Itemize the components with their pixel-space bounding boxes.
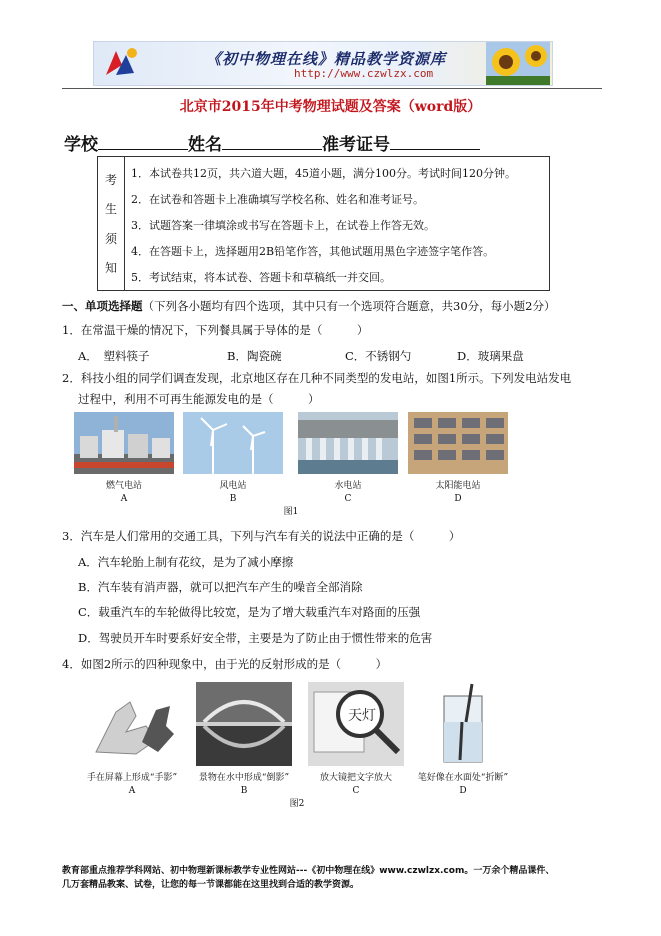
q3-option-a[interactable]: A．汽车轮胎上制有花纹，是为了减小摩擦 (78, 555, 294, 569)
footer-line-1: 教育部重点推荐学科网站、初中物理新课标教学专业性网站---《初中物理在线》www.czwlzx.com。一万余个精品课件、 (62, 866, 555, 876)
wind-power-station-image (183, 412, 283, 474)
exam-notice-box (97, 156, 550, 291)
q1-option-d[interactable]: D．玻璃果盘 (457, 349, 524, 363)
document-title: 北京市2015年中考物理试题及答案（word版） (179, 99, 482, 115)
figure-1-letter-d: D (454, 494, 462, 504)
notice-item: 2．在试卷和答题卡上准确填写学校名称、姓名和准考证号。 (131, 193, 424, 206)
school-label: 学校 (64, 135, 98, 155)
q3-option-d[interactable]: D．驾驶员开车时要系好安全带，主要是为了防止由于惯性带来的危害 (78, 631, 433, 645)
gas-power-station-image (74, 412, 174, 474)
question-4-stem: 4．如图2所示的四种现象中，由于光的反射形成的是（ ） (62, 657, 388, 671)
figure-2-light-phenomena (86, 682, 509, 809)
question-2-stem-line2: 过程中，利用不可再生能源发电的是（ ） (78, 392, 320, 406)
solar-power-station-image (408, 412, 508, 474)
notice-item: 1．本试卷共12页，共六道大题，45道小题，满分100分。考试时间120分钟。 (131, 167, 516, 180)
notice-label: 考 生 须 知 (98, 157, 125, 290)
figure-2-label: 图2 (289, 799, 305, 809)
question-3-stem: 3．汽车是人们常用的交通工具，下列与汽车有关的说法中正确的是（ ） (62, 529, 461, 543)
figure-2-caption-a: 手在屏幕上形成“手影” (86, 773, 178, 783)
figure-1-caption-c: 水电站 (334, 481, 362, 491)
figure-2-letter-d: D (459, 786, 467, 796)
footer-line-2: 几万套精品教案、试卷，让您的每一节课都能在这里找到合适的教学资源。 (62, 880, 360, 890)
pencil-in-water-image (420, 682, 506, 766)
q1-option-c[interactable]: C．不锈钢勺 (345, 349, 412, 363)
header-divider (62, 88, 602, 89)
name-blank[interactable] (222, 133, 322, 150)
magnifier-lens-text: 天灯 (348, 708, 376, 724)
figure-1-label: 图1 (283, 507, 299, 517)
q3-option-b[interactable]: B．汽车装有消声器，就可以把汽车产生的噪音全部消除 (78, 580, 363, 594)
hydro-power-station-image (298, 412, 398, 474)
figure-1-letter-c: C (344, 494, 352, 504)
figure-2-letter-b: B (240, 786, 248, 796)
figure-2-letter-c: C (352, 786, 360, 796)
notice-item: 5．考试结束，将本试卷、答题卡和草稿纸一并交回。 (131, 271, 391, 284)
student-info-fields (64, 130, 480, 155)
school-blank[interactable] (98, 133, 188, 150)
notice-item: 4．在答题卡上，选择题用2B铅笔作答，其他试题用黑色字迹签字笔作答。 (131, 245, 495, 258)
page-footer (62, 864, 602, 892)
q1-option-b[interactable]: B．陶瓷碗 (227, 349, 282, 363)
site-logo-icon (102, 45, 142, 81)
figure-2-letter-a: A (128, 786, 136, 796)
bridge-reflection-image (196, 682, 292, 766)
figure-1-letter-b: B (229, 494, 237, 504)
section-heading: 一、单项选择题（下列各小题均有四个选项，其中只有一个选项符合题意，共30分，每小题2分） (62, 299, 556, 313)
exam-no-label: 准考证号 (322, 135, 390, 155)
figure-1-caption-b: 风电站 (219, 481, 247, 491)
exam-no-blank[interactable] (390, 133, 480, 150)
q3-option-c[interactable]: C．载重汽车的车轮做得比较宽，是为了增大载重汽车对路面的压强 (78, 605, 421, 619)
figure-1-power-stations (74, 412, 508, 516)
magnifier-image (308, 682, 404, 766)
figure-2-caption-c: 放大镜把文字放大 (319, 773, 392, 783)
banner-title: 《初中物理在线》精品教学资源库 (206, 50, 447, 68)
notice-item: 3．试题答案一律填涂或书写在答题卡上，在试卷上作答无效。 (131, 219, 435, 232)
banner-url[interactable]: http://www.czwlzx.com (294, 67, 434, 80)
figure-1-caption-d: 太阳能电站 (435, 481, 481, 491)
question-2-stem: 2．科技小组的同学们调查发现，北京地区存在几种不同类型的发电站，如图1所示。下列发电站发电 (62, 371, 572, 385)
figure-2-caption-b: 景物在水中形成“倒影” (198, 773, 290, 783)
q1-option-a[interactable]: A． 塑料筷子 (78, 349, 150, 363)
header-banner (93, 41, 553, 86)
sunflower-icon (486, 42, 550, 85)
question-1-stem: 1．在常温干燥的情况下，下列餐具属于导体的是（ ） (62, 323, 369, 337)
name-label: 姓名 (188, 135, 222, 155)
figure-1-letter-a: A (120, 494, 128, 504)
figure-2-caption-d: 笔好像在水面处“折断” (417, 773, 509, 783)
notice-items (131, 161, 516, 291)
figure-1-caption-a: 燃气电站 (105, 481, 142, 491)
hand-shadow-image (86, 682, 178, 766)
